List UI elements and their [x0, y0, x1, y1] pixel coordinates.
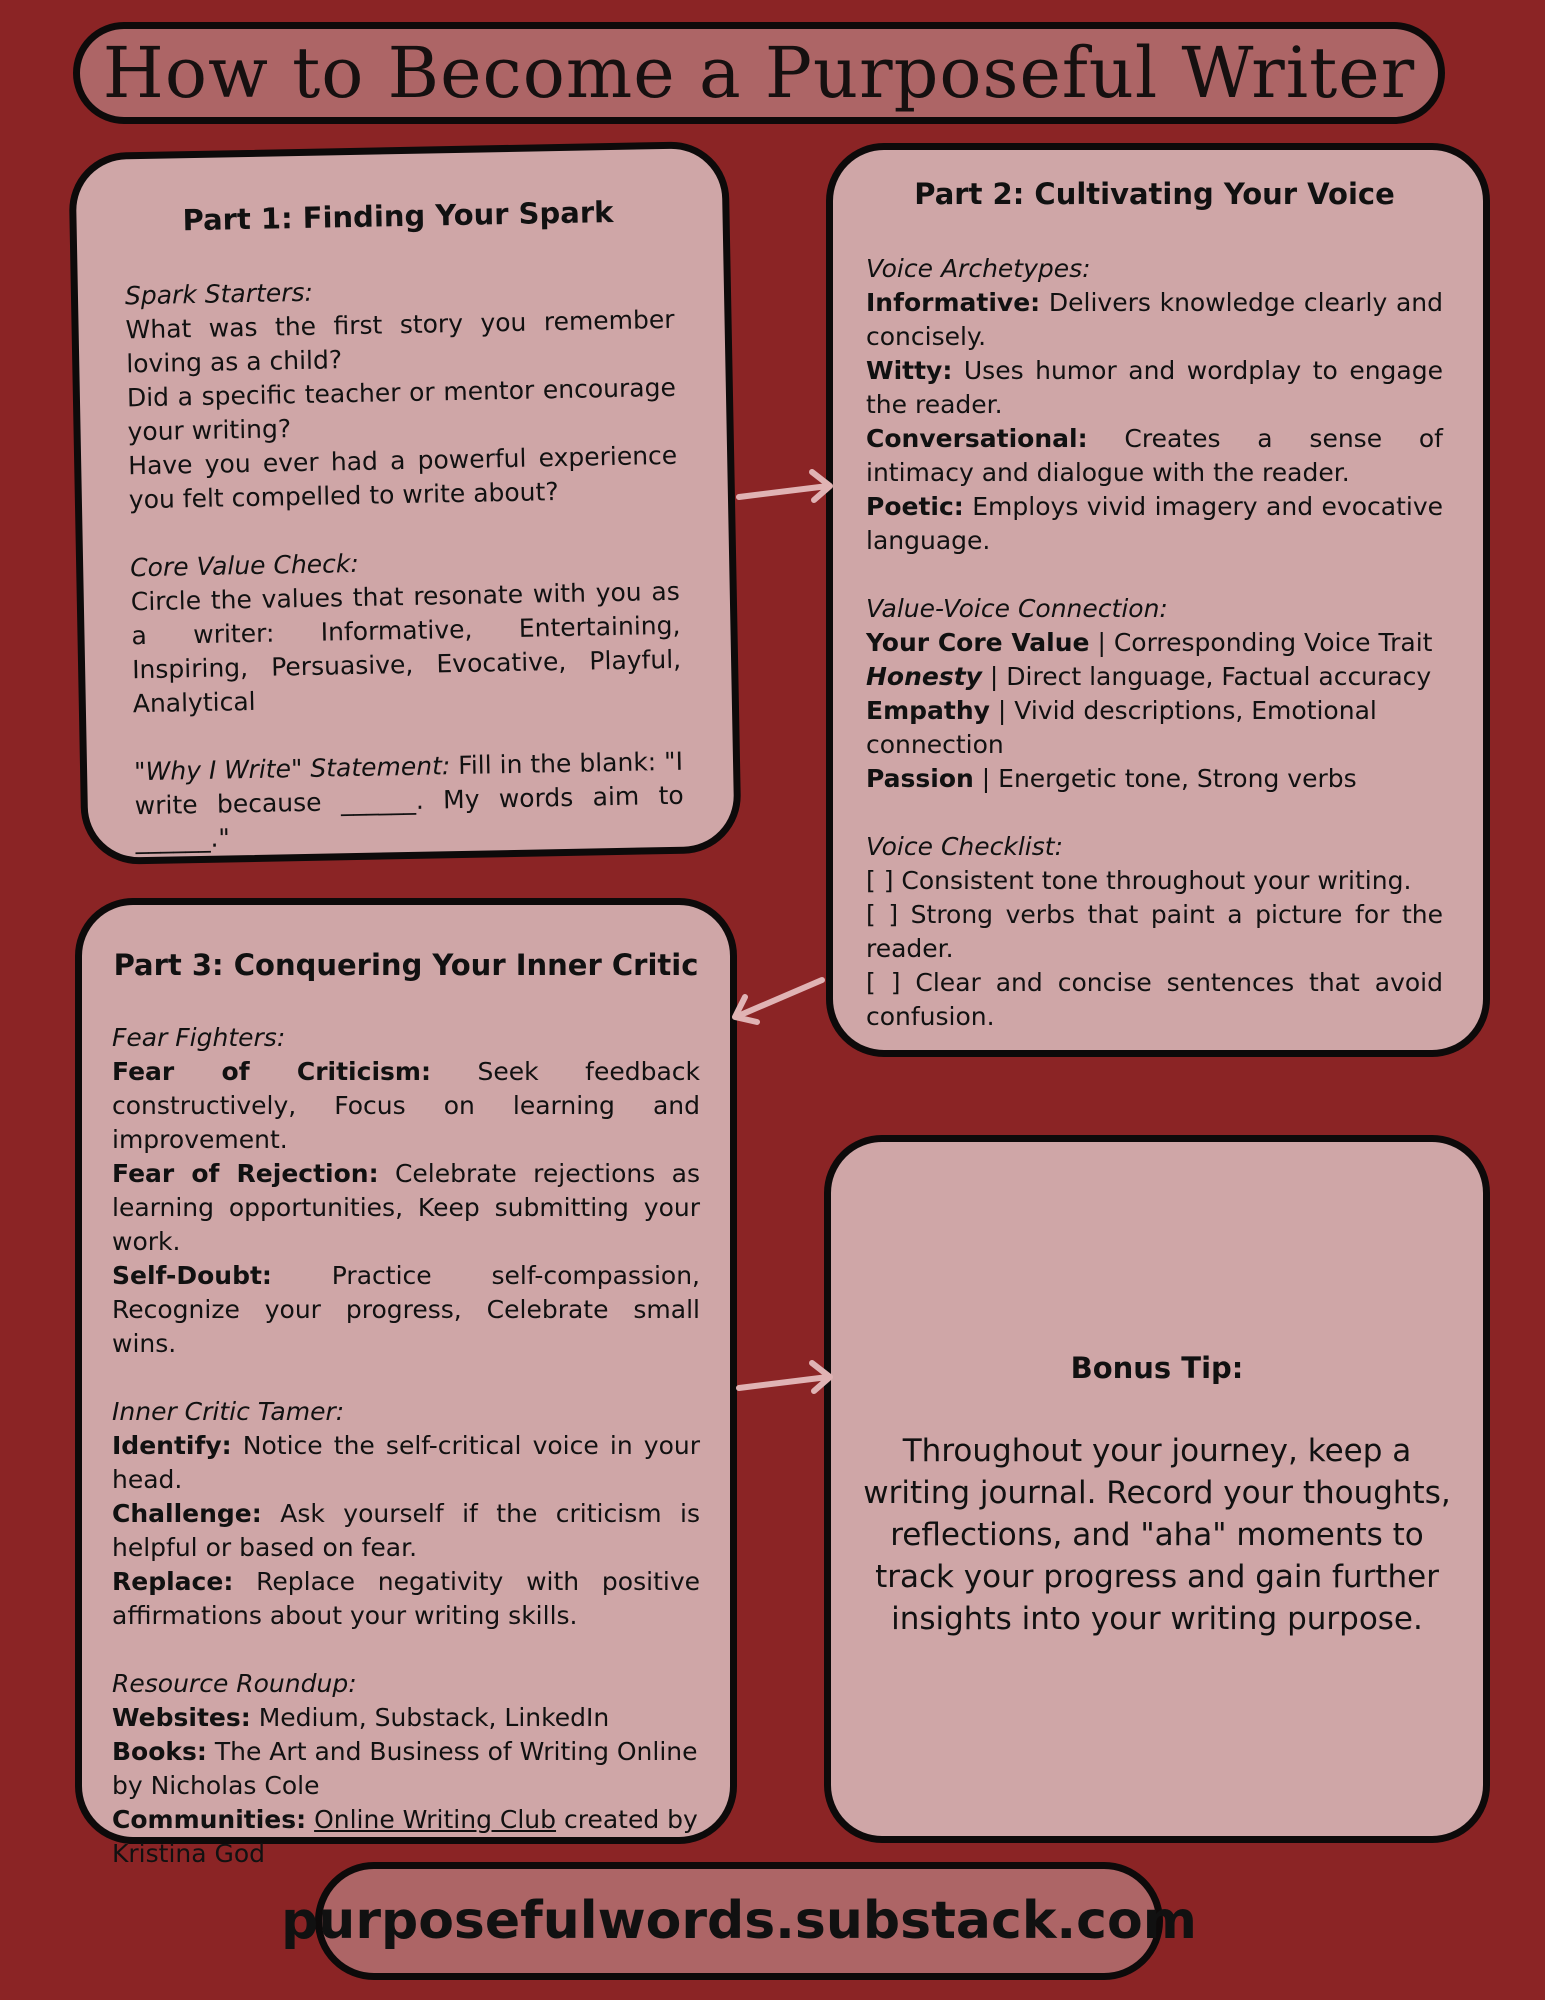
page-title: How to Become a Purposeful Writer — [102, 32, 1416, 114]
part1-card — [68, 141, 742, 866]
resource-term: Communities: — [112, 1805, 307, 1834]
archetype-item — [866, 354, 1443, 422]
bonus-card — [824, 1135, 1490, 1843]
connection-header-value: Your Core Value — [866, 628, 1090, 657]
arrow-right-icon — [739, 472, 830, 500]
fear-term: Self-Doubt: — [112, 1261, 272, 1290]
archetype-desc: Creates a sense of intimacy and dialogue with the reader. — [866, 424, 1443, 487]
resource-communities — [112, 1803, 700, 1871]
checklist-item[interactable]: [ ] Clear and concise sentences that avoid confusion. — [866, 968, 1443, 1031]
resource-desc: The Art and Business of Writing Online by Nicholas Cole — [112, 1737, 698, 1800]
fear-item — [112, 1055, 700, 1157]
archetype-term: Witty: — [866, 356, 953, 385]
voice-checklist-label: Voice Checklist: — [866, 832, 1063, 861]
value-voice-label: Value-Voice Connection: — [866, 594, 1168, 623]
tamer-term: Identify: — [112, 1431, 232, 1460]
connection-value: Passion — [866, 764, 974, 793]
tamer-item — [112, 1429, 700, 1497]
part3-card — [75, 898, 737, 1868]
connection-row — [866, 660, 1443, 694]
title-banner — [73, 22, 1445, 124]
connection-trait: | Vivid descriptions, Emotional connection — [866, 696, 1377, 759]
checklist-item[interactable]: [ ] Consistent tone throughout your writing. — [866, 866, 1412, 895]
bonus-text: Throughout your journey, keep a writing journal. Record your thoughts, reflections, and "aha" moments to track your progress and gain further insights into your writing purpose. — [863, 1433, 1451, 1637]
fear-desc: Seek feedback constructively, Focus on learning and improvement. — [112, 1057, 700, 1154]
connection-header — [866, 626, 1443, 660]
archetype-desc: Uses humor and wordplay to engage the reader. — [866, 356, 1443, 419]
connection-header-trait: | Corresponding Voice Trait — [1089, 628, 1433, 657]
spark-starters-label: Spark Starters: — [124, 277, 314, 311]
tamer-desc: Ask yourself if the criticism is helpful or based on fear. — [112, 1499, 700, 1562]
resource-roundup-label: Resource Roundup: — [112, 1669, 357, 1698]
connection-trait: | Energetic tone, Strong verbs — [973, 764, 1357, 793]
why-i-write-label: "Why I Write" Statement: — [133, 751, 451, 787]
archetype-desc: Employs vivid imagery and evocative language. — [866, 492, 1443, 555]
core-value-text: Circle the values that resonate with you as a writer: Informative, Entertaining, Inspiring, Persuasive, Evocative, Playful, Analytical — [130, 576, 682, 719]
tamer-item — [112, 1565, 700, 1633]
tamer-term: Replace: — [112, 1567, 234, 1596]
connection-trait: | Direct language, Factual accuracy — [981, 662, 1432, 691]
connection-value: Honesty — [866, 662, 982, 691]
tamer-desc: Notice the self-critical voice in your head. — [112, 1431, 700, 1494]
resource-desc: created by Kristina God — [112, 1805, 698, 1868]
footer-banner — [281, 1862, 1197, 1980]
footer-url[interactable]: purposefulwords.substack.com — [281, 1891, 1197, 1951]
fear-fighters-label: Fear Fighters: — [112, 1023, 286, 1052]
resource-term: Websites: — [112, 1703, 251, 1732]
archetype-item — [866, 286, 1443, 354]
resource-websites — [112, 1701, 700, 1735]
fear-desc: Practice self-compassion, Recognize your progress, Celebrate small wins. — [112, 1261, 700, 1358]
bonus-heading: Bonus Tip: — [1070, 1351, 1244, 1385]
resource-term: Books: — [112, 1737, 207, 1766]
archetype-term: Poetic: — [866, 492, 964, 521]
inner-critic-tamer-label: Inner Critic Tamer: — [112, 1397, 345, 1426]
spark-line: What was the first story you remember loving as a child? — [125, 304, 675, 379]
core-value-label: Core Value Check: — [129, 548, 360, 583]
connection-value: Empathy — [866, 696, 990, 725]
archetype-desc: Delivers knowledge clearly and concisely. — [866, 288, 1443, 351]
tamer-item — [112, 1497, 700, 1565]
fear-item — [112, 1259, 700, 1361]
connection-row — [866, 694, 1443, 762]
part3-heading: Part 3: Conquering Your Inner Critic — [113, 948, 699, 982]
why-i-write-text: Fill in the blank: "I write because ______. My words aim to ______." — [134, 746, 684, 855]
why-i-write-statement — [134, 745, 685, 858]
resource-desc: Medium, Substack, LinkedIn — [250, 1703, 610, 1732]
tamer-desc: Replace negativity with positive affirmations about your writing skills. — [112, 1567, 700, 1630]
voice-archetypes-label: Voice Archetypes: — [866, 254, 1091, 283]
fear-term: Fear of Criticism: — [112, 1057, 431, 1086]
fear-desc: Celebrate rejections as learning opportunities, Keep submitting your work. — [112, 1159, 700, 1256]
fear-item — [112, 1157, 700, 1259]
part2-heading: Part 2: Cultivating Your Voice — [914, 177, 1395, 211]
archetype-item — [866, 490, 1443, 558]
checklist-item[interactable]: [ ] Strong verbs that paint a picture for the reader. — [866, 900, 1443, 963]
archetype-term: Conversational: — [866, 424, 1088, 453]
spark-line: Did a specific teacher or mentor encourage your writing? — [126, 372, 677, 447]
connection-row — [866, 762, 1443, 796]
arrow-right-icon — [739, 1363, 830, 1391]
fear-term: Fear of Rejection: — [112, 1159, 379, 1188]
arrow-left-icon — [735, 980, 822, 1022]
spark-line: Have you ever had a powerful experience you felt compelled to write about? — [127, 440, 678, 515]
part1-heading: Part 1: Finding Your Spark — [182, 194, 614, 238]
part2-card — [826, 143, 1490, 1057]
resource-books — [112, 1735, 700, 1803]
archetype-item — [866, 422, 1443, 490]
tamer-term: Challenge: — [112, 1499, 262, 1528]
archetype-term: Informative: — [866, 288, 1041, 317]
online-writing-club-link[interactable]: Online Writing Club — [314, 1805, 557, 1834]
